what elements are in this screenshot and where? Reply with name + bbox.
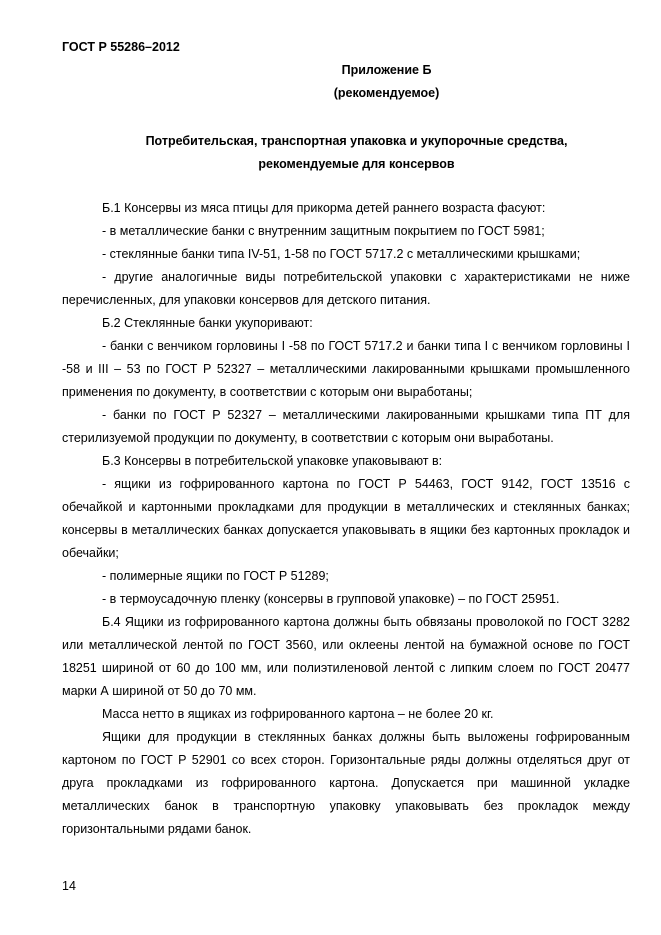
paragraph-b1: Б.1 Консервы из мяса птицы для прикорма детей раннего возраста фасуют:	[102, 201, 546, 215]
paragraph-item: - в термоусадочную пленку (консервы в групповой упаковке) – по ГОСТ 25951.	[102, 592, 560, 606]
paragraph-glass-jars: Ящики для продукции в стеклянных банках должны быть выложены гофрированным картоном по ГОСТ Р 52901 со всех сторон. Горизонтальные ряды должны отделяться друг от друга прокладками из гофрированного картона. Допускается при машинной укладке металлических банок в транспортную упаковку упаковывать без прокладок между горизонтальными рядами банок.	[62, 730, 630, 836]
section-title-line1: Потребительская, транспортная упаковка и укупорочные средства,	[145, 134, 568, 148]
paragraph-b3: Б.3 Консервы в потребительской упаковке упаковывают в:	[102, 454, 443, 468]
body-text	[62, 197, 630, 841]
paragraph-item: - в металлические банки с внутренним защитным покрытием по ГОСТ 5981;	[102, 224, 545, 238]
annex-title: Приложение Б	[341, 63, 432, 77]
paragraph-item: - полимерные ящики по ГОСТ Р 51289;	[102, 569, 329, 583]
paragraph-item: - банки с венчиком горловины I -58 по ГОСТ 5717.2 и банки типа I с венчиком горловины I -58 и III – 53 по ГОСТ Р 52327 – металлическими лакированными крышками промышленного применения по документу, в соответствии с которым они выработаны;	[62, 339, 630, 399]
page-number: 14	[62, 879, 76, 893]
paragraph-b2: Б.2 Стеклянные банки укупоривают:	[102, 316, 313, 330]
document-code: ГОСТ Р 55286–2012	[62, 40, 180, 54]
paragraph-item: - стеклянные банки типа IV-51, 1-58 по ГОСТ 5717.2 с металлическими крышками;	[102, 247, 581, 261]
annex-subtitle: (рекомендуемое)	[333, 86, 440, 100]
section-title	[62, 130, 631, 176]
paragraph-net-mass: Масса нетто в ящиках из гофрированного картона – не более 20 кг.	[102, 707, 494, 721]
paragraph-item: - банки по ГОСТ Р 52327 – металлическими лакированными крышками типа ПТ для стерилизуемой продукции по документу, в соответствии с которым они выработаны.	[62, 408, 630, 445]
section-title-line2: рекомендуемые для консервов	[258, 157, 455, 171]
paragraph-item: - ящики из гофрированного картона по ГОСТ Р 54463, ГОСТ 9142, ГОСТ 13516 с обечайкой и картонными прокладками для продукции в металлических и стеклянных банках; консервы в металлических банках допускается упаковывать в ящики без картонных прокладок и обечайки;	[62, 477, 630, 560]
paragraph-item: - другие аналогичные виды потребительской упаковки с характеристиками не ниже перечисленных, для упаковки консервов для детского питания.	[62, 270, 630, 307]
paragraph-b4: Б.4 Ящики из гофрированного картона должны быть обвязаны проволокой по ГОСТ 3282 или металлической лентой по ГОСТ 3560, или оклеены лентой на бумажной основе по ГОСТ 18251 шириной от 60 до 100 мм, или полиэтиленовой лентой с липким слоем по ГОСТ 20477 марки А шириной от 50 до 70 мм.	[62, 615, 630, 698]
